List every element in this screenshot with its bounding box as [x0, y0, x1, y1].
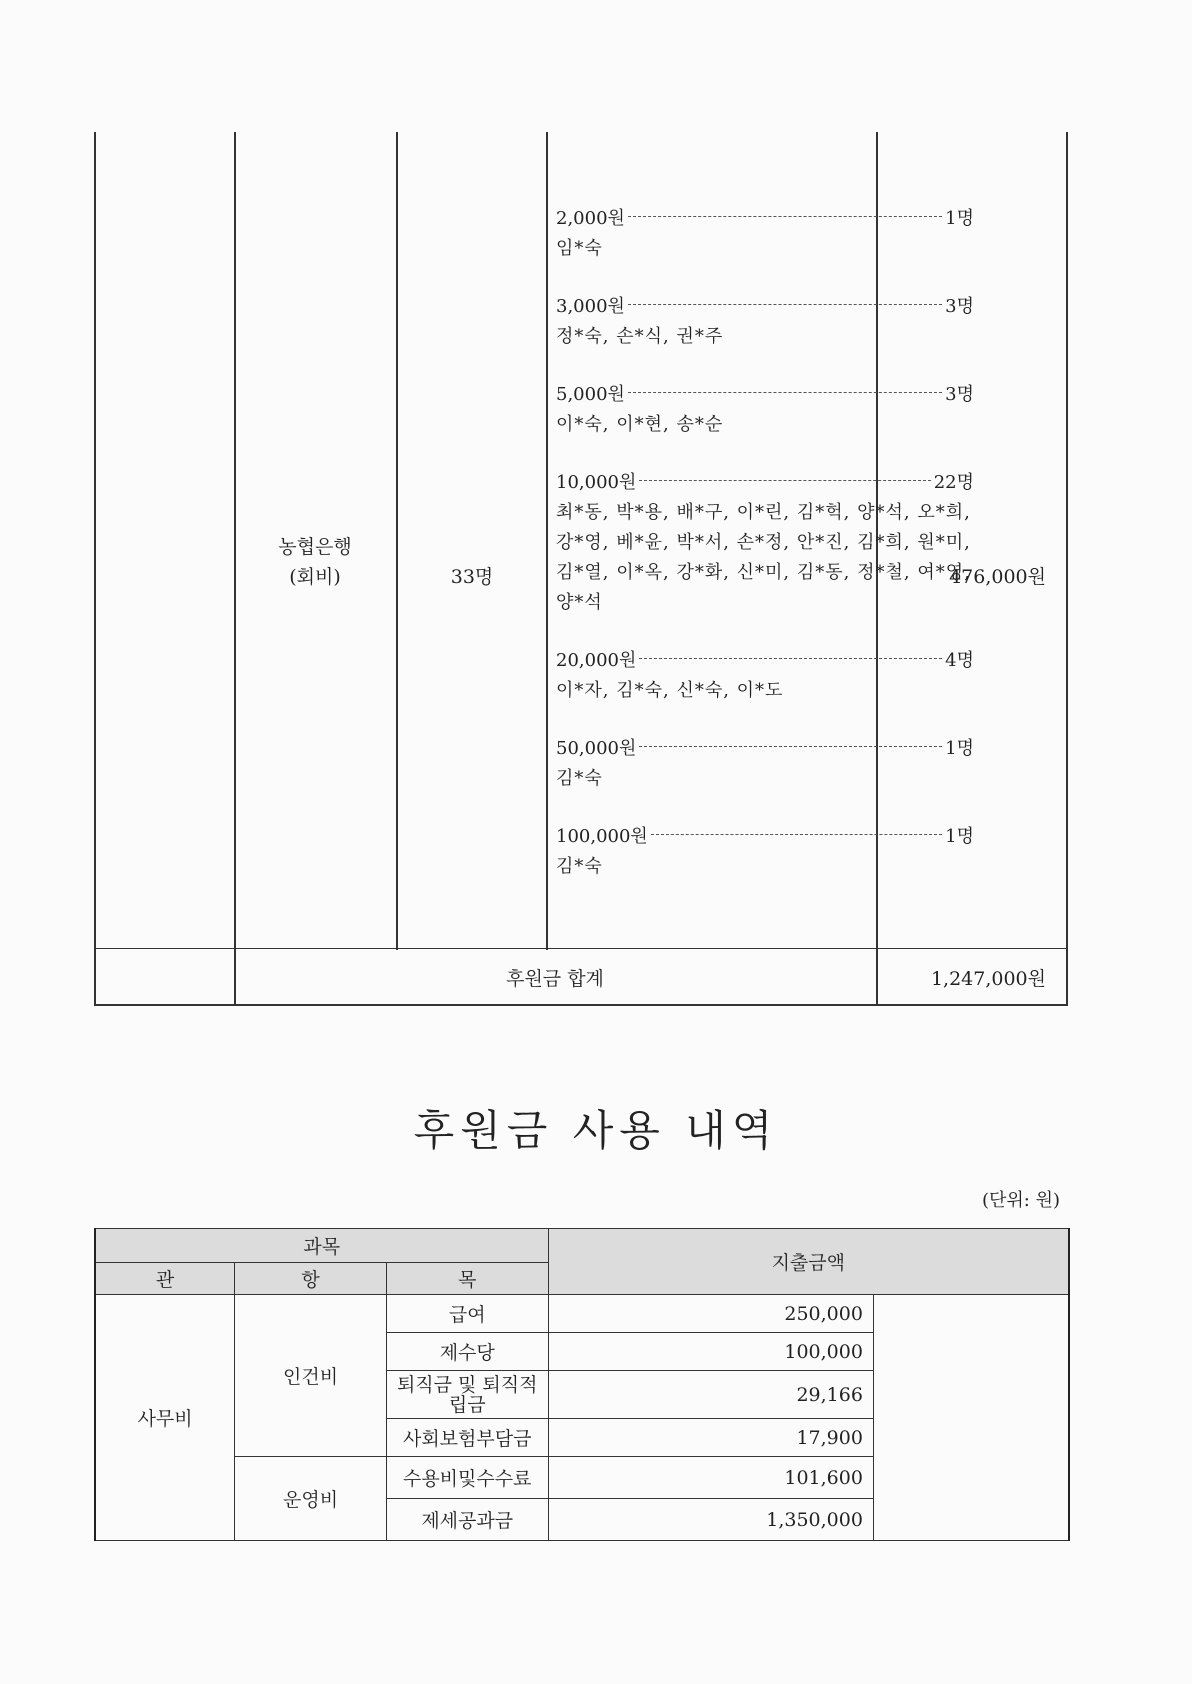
table-border-right [1066, 132, 1068, 1006]
donor-amount: 100,000원 [556, 826, 648, 847]
donor-names: 정*숙, 손*식, 권*주 [556, 326, 724, 347]
donor-names: 임*숙 [556, 238, 603, 259]
donor-names: 김*숙 [556, 768, 603, 789]
donor-count: 4명 [945, 650, 974, 671]
donor-amount: 50,000원 [556, 738, 637, 759]
header-subject: 과목 [95, 1229, 548, 1263]
donor-names: 이*자, 김*숙, 신*숙, 이*도 [556, 680, 784, 701]
table-border-bottom [94, 1004, 1068, 1006]
bank-sublabel: (회비) [289, 566, 341, 588]
section-heading: 후원금 사용 내역 [413, 1106, 779, 1155]
expense-table [94, 1228, 1070, 1541]
amount-cell: 17,900 [548, 1419, 873, 1457]
donor-group [556, 822, 974, 882]
donor-count: 3명 [945, 296, 974, 317]
donor-amount: 10,000원 [556, 472, 637, 493]
header-gwan: 관 [95, 1263, 235, 1295]
donor-names: 최*동, 박*용, 배*구, 이*린, 김*헉, 양*석, 오*희, 강*영, 베*윤, 박*서, 손*정, 안*진, 김*희, 원*미, 김*열, 이*옥, 강*화, 신*미, 김*동, 정*철, 여*영, 양*석 [556, 502, 971, 613]
donor-amount: 5,000원 [556, 384, 625, 405]
table-divider [396, 132, 398, 950]
donor-amount: 20,000원 [556, 650, 637, 671]
mok-cell: 제세공과금 [386, 1499, 548, 1541]
subtotal-amount: 476,000원 [949, 566, 1046, 588]
donor-group [556, 468, 974, 618]
bank-cell [234, 532, 396, 592]
bank-label: 농협은행 [278, 536, 352, 558]
donation-table [94, 132, 1068, 1006]
donor-count: 3명 [945, 384, 974, 405]
donor-group [556, 292, 974, 352]
table-divider [546, 132, 548, 950]
table-border-left [94, 132, 96, 1006]
donor-names: 이*숙, 이*현, 송*순 [556, 414, 724, 435]
hang-cell: 운영비 [235, 1457, 387, 1541]
donor-group [556, 380, 974, 440]
header-mok: 목 [386, 1263, 548, 1295]
donor-names: 김*숙 [556, 856, 603, 877]
header-amount: 지출금액 [548, 1229, 1069, 1295]
table-header-row [95, 1229, 1069, 1263]
amount-cell: 250,000 [548, 1295, 873, 1333]
donor-count: 1명 [945, 826, 974, 847]
member-count: 33명 [450, 566, 494, 588]
amount-cell: 29,166 [548, 1371, 873, 1419]
amount-cell: 1,350,000 [548, 1499, 873, 1541]
hang-cell: 인건비 [235, 1295, 387, 1457]
mok-cell: 제수당 [386, 1333, 548, 1371]
total-amount: 1,247,000원 [930, 968, 1046, 990]
donor-count: 1명 [945, 208, 974, 229]
mok-cell: 급여 [386, 1295, 548, 1333]
unit-note: (단위: 원) [982, 1190, 1060, 1211]
mok-cell: 퇴직금 및 퇴직적립금 [386, 1371, 548, 1419]
blank-cell [873, 1295, 1069, 1541]
gwan-cell: 사무비 [95, 1295, 235, 1541]
total-label: 후원금 합계 [506, 968, 604, 990]
amount-cell: 101,600 [548, 1457, 873, 1499]
donor-amount: 2,000원 [556, 208, 625, 229]
donor-group [556, 734, 974, 794]
table-row-divider [94, 948, 1068, 949]
table-row [95, 1295, 1069, 1333]
header-hang: 항 [235, 1263, 387, 1295]
donor-amount: 3,000원 [556, 296, 625, 317]
donor-group [556, 204, 974, 264]
mok-cell: 사회보험부담금 [386, 1419, 548, 1457]
donor-count: 1명 [945, 738, 974, 759]
donor-group [556, 646, 974, 706]
donor-list [556, 204, 974, 910]
donor-count: 22명 [933, 472, 974, 493]
mok-cell: 수용비및수수료 [386, 1457, 548, 1499]
amount-cell: 100,000 [548, 1333, 873, 1371]
